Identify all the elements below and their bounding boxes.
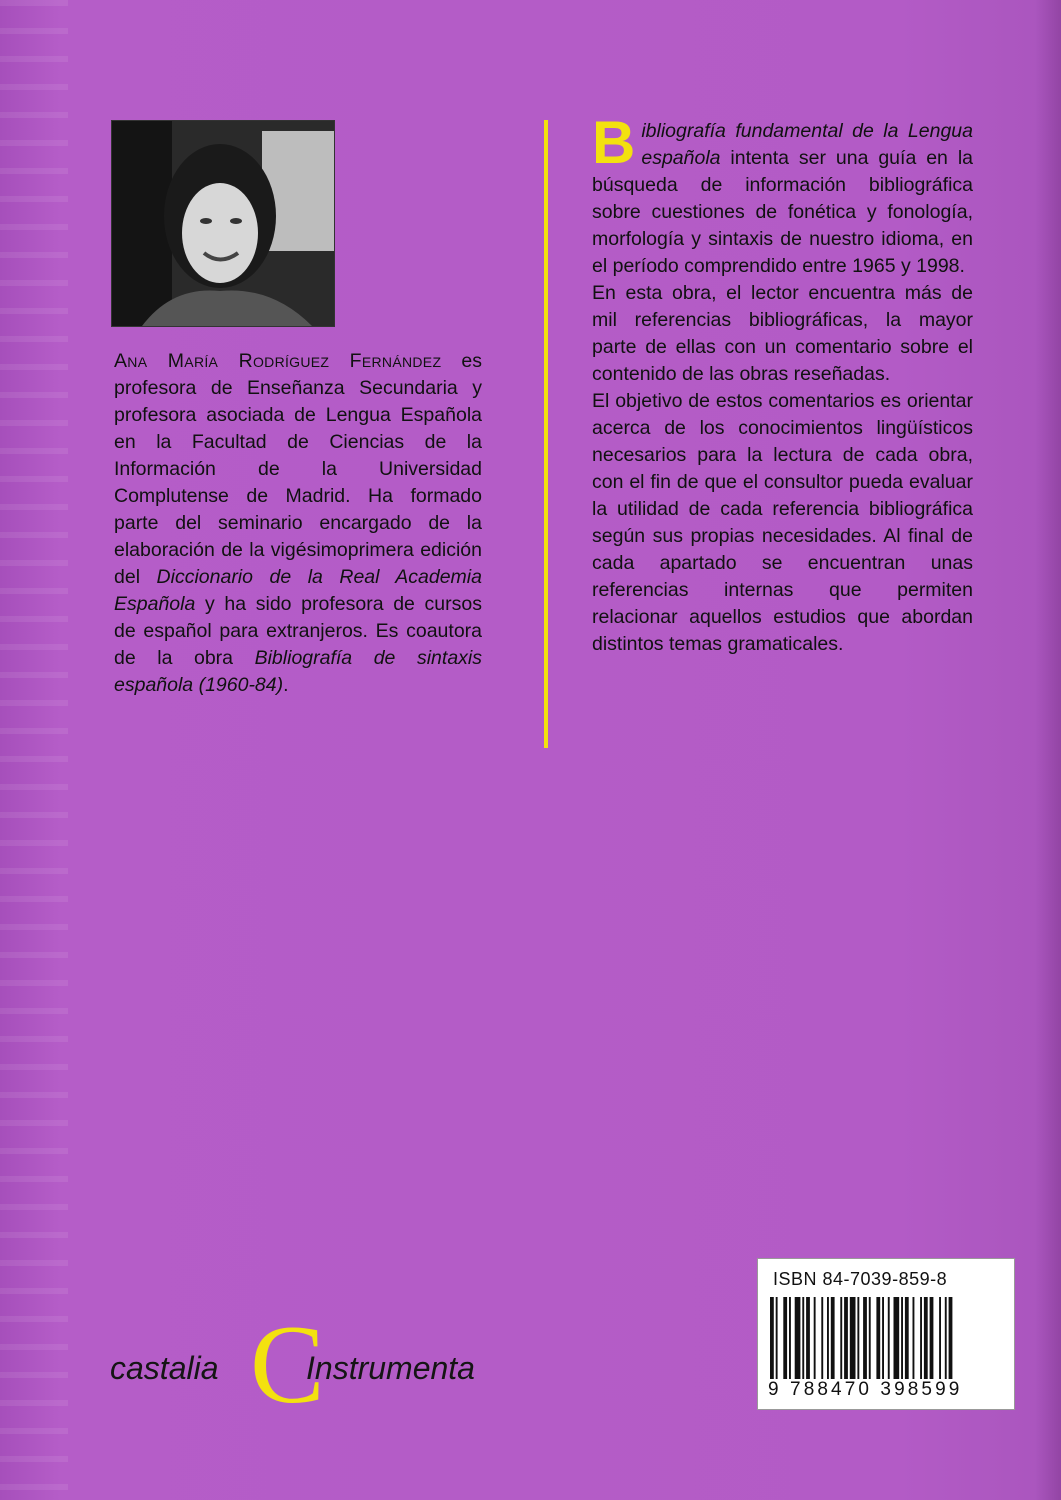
author-bio — [114, 348, 482, 699]
description-p1-text: intenta ser una guía en la búsqueda de información bibliográfica sobre cuestiones de fonética y fonología, morfología y sintaxis de nuestro idioma, en el período comprendido entre 1965 y 1998. — [592, 147, 973, 277]
isbn-barcode-box — [757, 1258, 1015, 1410]
drop-cap: B — [592, 109, 636, 176]
bio-text-3: . — [283, 674, 289, 696]
bio-italic-2: Bibliografía de sintaxis española (1960-84) — [114, 647, 482, 696]
author-name: Ana María Rodríguez Fernández — [114, 350, 442, 372]
barcode-icon — [768, 1297, 1004, 1379]
author-photo — [111, 120, 335, 327]
ean-digits: 9 788470 398599 — [768, 1379, 963, 1400]
description-paragraph-2: En esta obra, el lector encuentra más de mil referencias bibliográficas, la mayor parte de ellas con un comentario sobre el contenido de las obras reseñadas. — [592, 282, 973, 385]
description-paragraph-1 — [592, 109, 973, 280]
bio-text-2: y ha sido profesora de cursos de español para extranjeros. Es coautora de la obra — [114, 593, 482, 669]
collection-name: Instrumenta — [306, 1350, 475, 1386]
bio-text-1: es profesora de Enseñanza Secundaria y profesora asociada de Lengua Española en la Facultad de Ciencias de la Información de la Universidad Complutense de Madrid. Ha formado parte del seminario encargado de la elaboración de la vigésimoprimera edición del — [114, 350, 483, 588]
book-description — [592, 109, 973, 658]
description-paragraph-3: El objetivo de estos comentarios es orientar acerca de los conocimientos lingüísticos necesarios para la lectura de cada obra, con el fin de que el consultor pueda evaluar la utilidad de cada referencia bibliográfica según sus propias necesidades. Al final de cada apartado se encuentran unas referencias internas que permiten relacionar aquellos estudios que abordan distintos temas gramaticales. — [592, 390, 973, 655]
bio-italic-1: Diccionario de la Real Academia Española — [114, 566, 482, 615]
isbn-label: ISBN 84-7039-859-8 — [773, 1269, 948, 1289]
publisher-logo — [110, 1303, 475, 1427]
yellow-divider — [544, 120, 548, 748]
book-title: ibliografía fundamental de la Lengua española — [641, 120, 973, 169]
publisher-name: castalia — [110, 1350, 219, 1386]
cover-edge-shadow — [1035, 0, 1061, 1500]
collection-letter: C — [250, 1303, 325, 1427]
spine-edge — [0, 0, 68, 1500]
